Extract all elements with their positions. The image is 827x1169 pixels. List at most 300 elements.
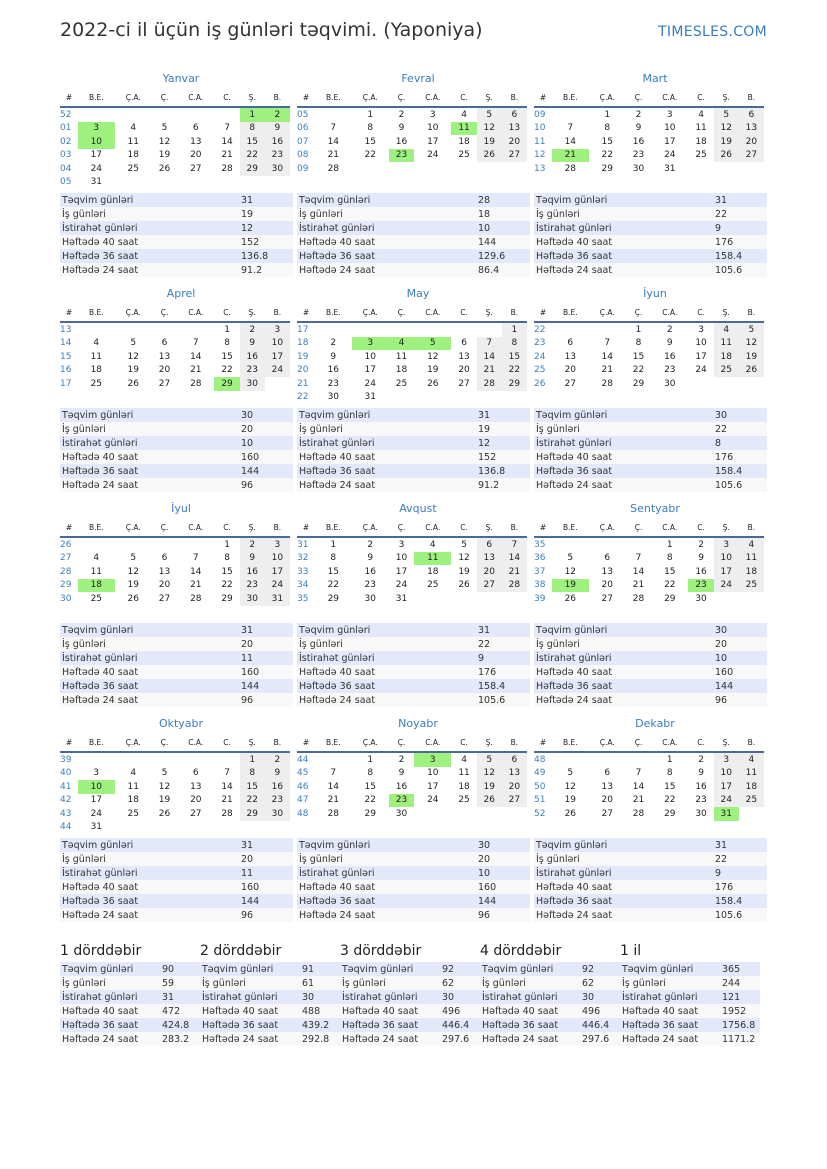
day-cell[interactable]: 4 [461, 754, 467, 765]
day-cell[interactable]: 22 [502, 364, 527, 378]
day-cell[interactable]: 29 [601, 163, 613, 174]
holiday-day-cell[interactable]: 31 [714, 807, 739, 821]
day-cell[interactable]: 22 [664, 580, 676, 591]
day-cell[interactable]: 8 [604, 123, 611, 134]
day-cell[interactable]: 19 [427, 365, 439, 376]
day-cell[interactable]: 7 [635, 553, 642, 564]
day-cell[interactable]: 24 [90, 163, 103, 174]
day-cell[interactable]: 5 [161, 768, 168, 779]
holiday-day-cell[interactable]: 18 [78, 579, 115, 593]
day-cell[interactable]: 4 [739, 752, 764, 767]
holiday-day-cell[interactable]: 19 [552, 579, 589, 593]
day-cell[interactable]: 31 [90, 177, 103, 188]
day-cell[interactable]: 16 [265, 780, 290, 794]
day-cell[interactable]: 15 [240, 135, 265, 149]
day-cell[interactable]: 11 [127, 136, 139, 147]
day-cell[interactable]: 21 [601, 365, 613, 376]
day-cell[interactable]: 8 [502, 337, 527, 351]
day-cell[interactable]: 27 [190, 808, 202, 819]
day-cell[interactable]: 1 [635, 324, 642, 335]
day-cell[interactable]: 22 [240, 149, 265, 163]
day-cell[interactable]: 15 [502, 350, 527, 364]
day-cell[interactable]: 23 [265, 794, 290, 808]
day-cell[interactable]: 5 [714, 107, 739, 122]
day-cell[interactable]: 1 [240, 752, 265, 767]
holiday-day-cell[interactable]: 5 [414, 337, 451, 351]
day-cell[interactable]: 6 [461, 338, 467, 349]
day-cell[interactable]: 26 [564, 593, 577, 604]
day-cell[interactable]: 10 [265, 552, 290, 566]
day-cell[interactable]: 14 [190, 351, 202, 362]
day-cell[interactable]: 6 [192, 768, 199, 779]
day-cell[interactable]: 27 [739, 149, 764, 163]
day-cell[interactable]: 14 [632, 566, 645, 577]
day-cell[interactable]: 20 [739, 135, 764, 149]
day-cell[interactable]: 17 [265, 565, 290, 579]
day-cell[interactable]: 7 [224, 768, 230, 779]
day-cell[interactable]: 16 [240, 350, 265, 364]
day-cell[interactable]: 9 [698, 553, 704, 564]
day-cell[interactable]: 24 [427, 795, 439, 806]
day-cell[interactable]: 22 [364, 150, 376, 161]
day-cell[interactable]: 27 [601, 808, 613, 819]
day-cell[interactable]: 25 [395, 378, 408, 389]
day-cell[interactable]: 1 [502, 322, 527, 337]
day-cell[interactable]: 21 [221, 150, 233, 161]
day-cell[interactable]: 3 [265, 537, 290, 552]
day-cell[interactable]: 6 [502, 752, 527, 767]
day-cell[interactable]: 17 [427, 136, 439, 147]
day-cell[interactable]: 2 [330, 338, 337, 349]
day-cell[interactable]: 27 [477, 579, 502, 593]
day-cell[interactable]: 16 [240, 565, 265, 579]
day-cell[interactable]: 18 [695, 136, 707, 147]
day-cell[interactable]: 5 [161, 123, 168, 134]
day-cell[interactable]: 25 [127, 808, 139, 819]
day-cell[interactable]: 17 [90, 795, 103, 806]
day-cell[interactable]: 28 [564, 163, 577, 174]
day-cell[interactable]: 16 [395, 781, 408, 792]
day-cell[interactable]: 15 [601, 136, 613, 147]
day-cell[interactable]: 16 [695, 566, 707, 577]
day-cell[interactable]: 17 [90, 150, 103, 161]
day-cell[interactable]: 10 [427, 768, 439, 779]
day-cell[interactable]: 26 [458, 580, 470, 591]
day-cell[interactable]: 16 [632, 136, 645, 147]
day-cell[interactable]: 1 [367, 754, 374, 765]
day-cell[interactable]: 3 [429, 109, 436, 120]
day-cell[interactable]: 2 [398, 754, 405, 765]
day-cell[interactable]: 14 [632, 781, 645, 792]
day-cell[interactable]: 13 [458, 351, 470, 362]
day-cell[interactable]: 20 [477, 565, 502, 579]
brand-link[interactable]: TIMESLES.COM [658, 24, 767, 40]
day-cell[interactable]: 19 [564, 795, 577, 806]
day-cell[interactable]: 2 [398, 109, 405, 120]
day-cell[interactable]: 17 [395, 566, 408, 577]
day-cell[interactable]: 2 [698, 754, 704, 765]
day-cell[interactable]: 26 [127, 593, 139, 604]
day-cell[interactable]: 10 [714, 767, 739, 781]
day-cell[interactable]: 4 [429, 539, 436, 550]
day-cell[interactable]: 23 [664, 365, 676, 376]
day-cell[interactable]: 11 [458, 768, 470, 779]
day-cell[interactable]: 19 [477, 135, 502, 149]
day-cell[interactable]: 12 [127, 351, 139, 362]
day-cell[interactable]: 28 [502, 579, 527, 593]
day-cell[interactable]: 14 [221, 781, 233, 792]
day-cell[interactable]: 13 [502, 767, 527, 781]
day-cell[interactable]: 4 [93, 338, 100, 349]
day-cell[interactable]: 7 [192, 553, 199, 564]
day-cell[interactable]: 24 [714, 794, 739, 808]
day-cell[interactable]: 19 [158, 795, 171, 806]
holiday-day-cell[interactable]: 11 [451, 122, 476, 136]
day-cell[interactable]: 12 [477, 767, 502, 781]
day-cell[interactable]: 27 [158, 593, 171, 604]
day-cell[interactable]: 23 [240, 364, 265, 378]
day-cell[interactable]: 22 [632, 365, 645, 376]
day-cell[interactable]: 25 [127, 163, 139, 174]
day-cell[interactable]: 15 [632, 351, 645, 362]
day-cell[interactable]: 2 [698, 539, 704, 550]
day-cell[interactable]: 19 [158, 150, 171, 161]
day-cell[interactable]: 9 [367, 553, 374, 564]
day-cell[interactable]: 13 [158, 566, 171, 577]
day-cell[interactable]: 24 [664, 150, 676, 161]
day-cell[interactable]: 23 [240, 579, 265, 593]
day-cell[interactable]: 28 [327, 163, 340, 174]
day-cell[interactable]: 30 [695, 808, 707, 819]
day-cell[interactable]: 10 [395, 553, 408, 564]
day-cell[interactable]: 30 [327, 392, 340, 403]
day-cell[interactable]: 4 [461, 109, 467, 120]
day-cell[interactable]: 8 [224, 553, 230, 564]
day-cell[interactable]: 18 [127, 150, 139, 161]
day-cell[interactable]: 6 [604, 768, 611, 779]
day-cell[interactable]: 24 [265, 579, 290, 593]
holiday-day-cell[interactable]: 23 [389, 149, 414, 163]
day-cell[interactable]: 18 [90, 365, 103, 376]
day-cell[interactable]: 13 [601, 781, 613, 792]
day-cell[interactable]: 12 [158, 781, 171, 792]
day-cell[interactable]: 31 [265, 592, 290, 606]
day-cell[interactable]: 25 [739, 579, 764, 593]
day-cell[interactable]: 5 [477, 107, 502, 122]
day-cell[interactable]: 12 [739, 337, 764, 351]
day-cell[interactable]: 4 [714, 322, 739, 337]
day-cell[interactable]: 27 [564, 378, 577, 389]
day-cell[interactable]: 13 [158, 351, 171, 362]
day-cell[interactable]: 30 [240, 377, 265, 391]
day-cell[interactable]: 1 [666, 754, 673, 765]
day-cell[interactable]: 12 [714, 122, 739, 136]
day-cell[interactable]: 3 [666, 109, 673, 120]
day-cell[interactable]: 11 [90, 351, 103, 362]
day-cell[interactable]: 5 [130, 553, 137, 564]
day-cell[interactable]: 18 [458, 781, 470, 792]
day-cell[interactable]: 26 [714, 149, 739, 163]
day-cell[interactable]: 10 [364, 351, 376, 362]
day-cell[interactable]: 19 [739, 350, 764, 364]
day-cell[interactable]: 19 [127, 365, 139, 376]
day-cell[interactable]: 5 [477, 752, 502, 767]
day-cell[interactable]: 22 [664, 795, 676, 806]
day-cell[interactable]: 16 [695, 781, 707, 792]
day-cell[interactable]: 13 [190, 781, 202, 792]
day-cell[interactable]: 7 [567, 123, 574, 134]
day-cell[interactable]: 8 [240, 122, 265, 136]
day-cell[interactable]: 6 [192, 123, 199, 134]
day-cell[interactable]: 1 [224, 539, 230, 550]
day-cell[interactable]: 26 [158, 808, 171, 819]
day-cell[interactable]: 8 [367, 123, 374, 134]
day-cell[interactable]: 3 [714, 752, 739, 767]
day-cell[interactable]: 22 [327, 580, 340, 591]
day-cell[interactable]: 5 [739, 322, 764, 337]
day-cell[interactable]: 9 [398, 123, 405, 134]
day-cell[interactable]: 25 [739, 794, 764, 808]
day-cell[interactable]: 11 [695, 123, 707, 134]
day-cell[interactable]: 14 [221, 136, 233, 147]
day-cell[interactable]: 3 [698, 324, 704, 335]
day-cell[interactable]: 17 [695, 351, 707, 362]
day-cell[interactable]: 7 [330, 768, 337, 779]
day-cell[interactable]: 15 [221, 351, 233, 362]
day-cell[interactable]: 2 [240, 322, 265, 337]
day-cell[interactable]: 8 [635, 338, 642, 349]
day-cell[interactable]: 30 [265, 162, 290, 176]
day-cell[interactable]: 21 [477, 364, 502, 378]
day-cell[interactable]: 9 [240, 552, 265, 566]
day-cell[interactable]: 15 [664, 781, 676, 792]
day-cell[interactable]: 5 [567, 768, 574, 779]
day-cell[interactable]: 21 [327, 795, 340, 806]
day-cell[interactable]: 19 [714, 135, 739, 149]
day-cell[interactable]: 15 [221, 566, 233, 577]
day-cell[interactable]: 10 [695, 338, 707, 349]
day-cell[interactable]: 7 [224, 123, 230, 134]
day-cell[interactable]: 9 [265, 122, 290, 136]
day-cell[interactable]: 11 [739, 767, 764, 781]
day-cell[interactable]: 21 [327, 150, 340, 161]
day-cell[interactable]: 19 [477, 780, 502, 794]
day-cell[interactable]: 20 [190, 795, 202, 806]
day-cell[interactable]: 7 [192, 338, 199, 349]
day-cell[interactable]: 17 [364, 365, 376, 376]
day-cell[interactable]: 15 [664, 566, 676, 577]
day-cell[interactable]: 11 [714, 337, 739, 351]
day-cell[interactable]: 15 [364, 781, 376, 792]
day-cell[interactable]: 31 [395, 593, 408, 604]
holiday-day-cell[interactable]: 10 [78, 780, 115, 794]
day-cell[interactable]: 23 [695, 795, 707, 806]
day-cell[interactable]: 14 [477, 350, 502, 364]
day-cell[interactable]: 7 [635, 768, 642, 779]
holiday-day-cell[interactable]: 3 [78, 122, 115, 136]
day-cell[interactable]: 27 [158, 378, 171, 389]
day-cell[interactable]: 14 [327, 136, 340, 147]
day-cell[interactable]: 18 [127, 795, 139, 806]
day-cell[interactable]: 17 [265, 350, 290, 364]
day-cell[interactable]: 26 [564, 808, 577, 819]
day-cell[interactable]: 20 [458, 365, 470, 376]
day-cell[interactable]: 20 [564, 365, 577, 376]
day-cell[interactable]: 29 [664, 808, 676, 819]
day-cell[interactable]: 9 [240, 337, 265, 351]
day-cell[interactable]: 27 [502, 149, 527, 163]
day-cell[interactable]: 30 [695, 593, 707, 604]
day-cell[interactable]: 26 [739, 364, 764, 378]
day-cell[interactable]: 18 [739, 780, 764, 794]
day-cell[interactable]: 29 [632, 378, 645, 389]
day-cell[interactable]: 28 [221, 808, 233, 819]
day-cell[interactable]: 14 [327, 781, 340, 792]
day-cell[interactable]: 10 [714, 552, 739, 566]
day-cell[interactable]: 13 [190, 136, 202, 147]
day-cell[interactable]: 10 [664, 123, 676, 134]
day-cell[interactable]: 26 [158, 163, 171, 174]
day-cell[interactable]: 29 [240, 807, 265, 821]
day-cell[interactable]: 23 [632, 150, 645, 161]
day-cell[interactable]: 15 [327, 566, 340, 577]
day-cell[interactable]: 25 [90, 378, 103, 389]
day-cell[interactable]: 28 [632, 593, 645, 604]
day-cell[interactable]: 20 [601, 580, 613, 591]
holiday-day-cell[interactable]: 29 [214, 377, 239, 391]
day-cell[interactable]: 8 [240, 767, 265, 781]
day-cell[interactable]: 26 [127, 378, 139, 389]
day-cell[interactable]: 24 [265, 364, 290, 378]
day-cell[interactable]: 18 [395, 365, 408, 376]
day-cell[interactable]: 22 [221, 580, 233, 591]
day-cell[interactable]: 12 [458, 553, 470, 564]
day-cell[interactable]: 23 [364, 580, 376, 591]
day-cell[interactable]: 21 [190, 580, 202, 591]
day-cell[interactable]: 24 [427, 150, 439, 161]
day-cell[interactable]: 19 [458, 566, 470, 577]
day-cell[interactable]: 5 [461, 539, 467, 550]
holiday-day-cell[interactable]: 1 [240, 107, 265, 122]
day-cell[interactable]: 8 [666, 768, 673, 779]
day-cell[interactable]: 30 [265, 807, 290, 821]
day-cell[interactable]: 9 [330, 351, 337, 362]
day-cell[interactable]: 28 [477, 377, 502, 391]
day-cell[interactable]: 21 [190, 365, 202, 376]
day-cell[interactable]: 21 [632, 580, 645, 591]
day-cell[interactable]: 14 [190, 566, 202, 577]
day-cell[interactable]: 8 [224, 338, 230, 349]
day-cell[interactable]: 4 [130, 123, 137, 134]
day-cell[interactable]: 22 [601, 150, 613, 161]
day-cell[interactable]: 1 [666, 539, 673, 550]
day-cell[interactable]: 5 [130, 338, 137, 349]
day-cell[interactable]: 17 [714, 565, 739, 579]
day-cell[interactable]: 8 [666, 553, 673, 564]
day-cell[interactable]: 20 [190, 150, 202, 161]
holiday-day-cell[interactable]: 3 [414, 752, 451, 767]
day-cell[interactable]: 18 [458, 136, 470, 147]
holiday-day-cell[interactable]: 23 [688, 579, 713, 593]
day-cell[interactable]: 17 [714, 780, 739, 794]
holiday-day-cell[interactable]: 23 [389, 794, 414, 808]
day-cell[interactable]: 10 [265, 337, 290, 351]
day-cell[interactable]: 25 [427, 580, 439, 591]
day-cell[interactable]: 3 [265, 322, 290, 337]
day-cell[interactable]: 23 [327, 378, 340, 389]
day-cell[interactable]: 20 [502, 135, 527, 149]
day-cell[interactable]: 7 [604, 338, 611, 349]
day-cell[interactable]: 13 [739, 122, 764, 136]
day-cell[interactable]: 27 [190, 163, 202, 174]
holiday-day-cell[interactable]: 10 [78, 135, 115, 149]
day-cell[interactable]: 28 [601, 378, 613, 389]
day-cell[interactable]: 1 [604, 109, 611, 120]
day-cell[interactable]: 10 [427, 123, 439, 134]
day-cell[interactable]: 20 [158, 580, 171, 591]
day-cell[interactable]: 15 [364, 136, 376, 147]
day-cell[interactable]: 13 [564, 351, 577, 362]
day-cell[interactable]: 11 [395, 351, 408, 362]
day-cell[interactable]: 18 [427, 566, 439, 577]
day-cell[interactable]: 22 [240, 794, 265, 808]
day-cell[interactable]: 27 [601, 593, 613, 604]
day-cell[interactable]: 16 [265, 135, 290, 149]
day-cell[interactable]: 6 [477, 537, 502, 552]
day-cell[interactable]: 17 [664, 136, 676, 147]
day-cell[interactable]: 16 [664, 351, 676, 362]
day-cell[interactable]: 9 [698, 768, 704, 779]
day-cell[interactable]: 15 [240, 780, 265, 794]
day-cell[interactable]: 2 [635, 109, 642, 120]
day-cell[interactable]: 28 [221, 163, 233, 174]
holiday-day-cell[interactable]: 21 [552, 149, 589, 163]
day-cell[interactable]: 12 [564, 781, 577, 792]
day-cell[interactable]: 17 [427, 781, 439, 792]
day-cell[interactable]: 1 [367, 109, 374, 120]
day-cell[interactable]: 11 [127, 781, 139, 792]
day-cell[interactable]: 12 [127, 566, 139, 577]
day-cell[interactable]: 29 [221, 593, 233, 604]
day-cell[interactable]: 4 [93, 553, 100, 564]
day-cell[interactable]: 13 [601, 566, 613, 577]
day-cell[interactable]: 6 [604, 553, 611, 564]
holiday-day-cell[interactable]: 3 [352, 337, 389, 351]
day-cell[interactable]: 2 [666, 324, 673, 335]
day-cell[interactable]: 4 [739, 537, 764, 552]
day-cell[interactable]: 18 [739, 565, 764, 579]
day-cell[interactable]: 25 [714, 364, 739, 378]
day-cell[interactable]: 9 [398, 768, 405, 779]
day-cell[interactable]: 27 [458, 378, 470, 389]
day-cell[interactable]: 4 [130, 768, 137, 779]
day-cell[interactable]: 11 [739, 552, 764, 566]
day-cell[interactable]: 5 [567, 553, 574, 564]
day-cell[interactable]: 8 [367, 768, 374, 779]
day-cell[interactable]: 9 [666, 338, 673, 349]
day-cell[interactable]: 14 [502, 552, 527, 566]
day-cell[interactable]: 31 [90, 822, 103, 833]
day-cell[interactable]: 30 [364, 593, 376, 604]
day-cell[interactable]: 2 [265, 752, 290, 767]
day-cell[interactable]: 24 [714, 579, 739, 593]
day-cell[interactable]: 26 [477, 149, 502, 163]
day-cell[interactable]: 26 [427, 378, 439, 389]
holiday-day-cell[interactable]: 2 [265, 107, 290, 122]
day-cell[interactable]: 6 [161, 338, 168, 349]
day-cell[interactable]: 11 [90, 566, 103, 577]
day-cell[interactable]: 30 [632, 163, 645, 174]
